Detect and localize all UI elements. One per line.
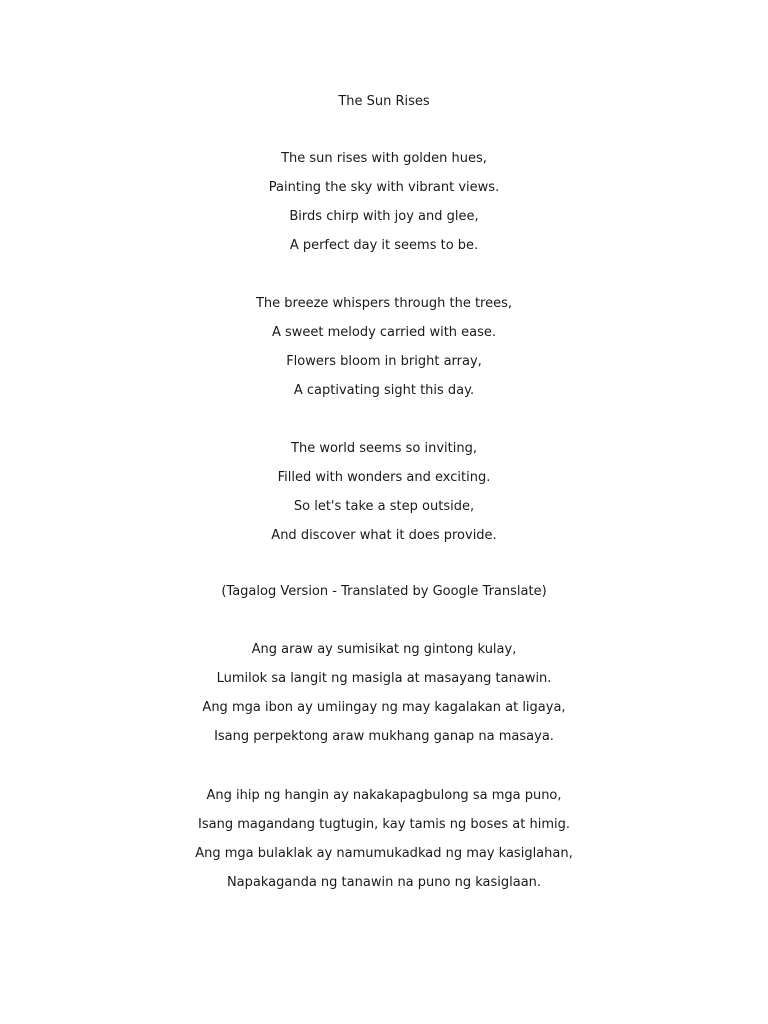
translation-note: (Tagalog Version - Translated by Google Translate)	[221, 584, 547, 599]
poem-line: The breeze whispers through the trees,	[255, 296, 513, 311]
poem-line: A sweet melody carried with ease.	[271, 325, 497, 340]
poem-line: Painting the sky with vibrant views.	[268, 180, 500, 195]
poem-line: A captivating sight this day.	[293, 383, 475, 398]
poem-line: So let's take a step outside,	[293, 499, 475, 514]
poem-line: Ang araw ay sumisikat ng gintong kulay,	[251, 642, 517, 657]
poem-line: Flowers bloom in bright array,	[286, 354, 482, 369]
poem-line: And discover what it does provide.	[271, 528, 497, 543]
poem-title: The Sun Rises	[338, 94, 430, 109]
poem-line: The world seems so inviting,	[291, 441, 477, 456]
poem-line: The sun rises with golden hues,	[281, 151, 487, 166]
stanza-1	[0, 150, 768, 266]
poem-line: A perfect day it seems to be.	[289, 238, 479, 253]
poem-line: Ang mga bulaklak ay namumukadkad ng may kasiglahan,	[195, 846, 573, 861]
tagalog-stanza-1	[0, 641, 768, 757]
poem-line: Isang magandang tugtugin, kay tamis ng boses at himig.	[198, 817, 570, 832]
poem-line: Ang mga ibon ay umiingay ng may kagalakan at ligaya,	[202, 700, 566, 715]
poem-line: Ang ihip ng hangin ay nakakapagbulong sa mga puno,	[206, 788, 562, 803]
stanza-3	[0, 440, 768, 556]
tagalog-stanza-2	[0, 787, 768, 903]
poem-line: Birds chirp with joy and glee,	[289, 209, 479, 224]
poem-line: Filled with wonders and exciting.	[277, 470, 491, 485]
poem-line: Napakaganda ng tanawin na puno ng kasiglaan.	[226, 875, 542, 890]
poem-line: Isang perpektong araw mukhang ganap na masaya.	[214, 729, 554, 744]
stanza-2	[0, 295, 768, 411]
poem-line: Lumilok sa langit ng masigla at masayang tanawin.	[216, 671, 552, 686]
